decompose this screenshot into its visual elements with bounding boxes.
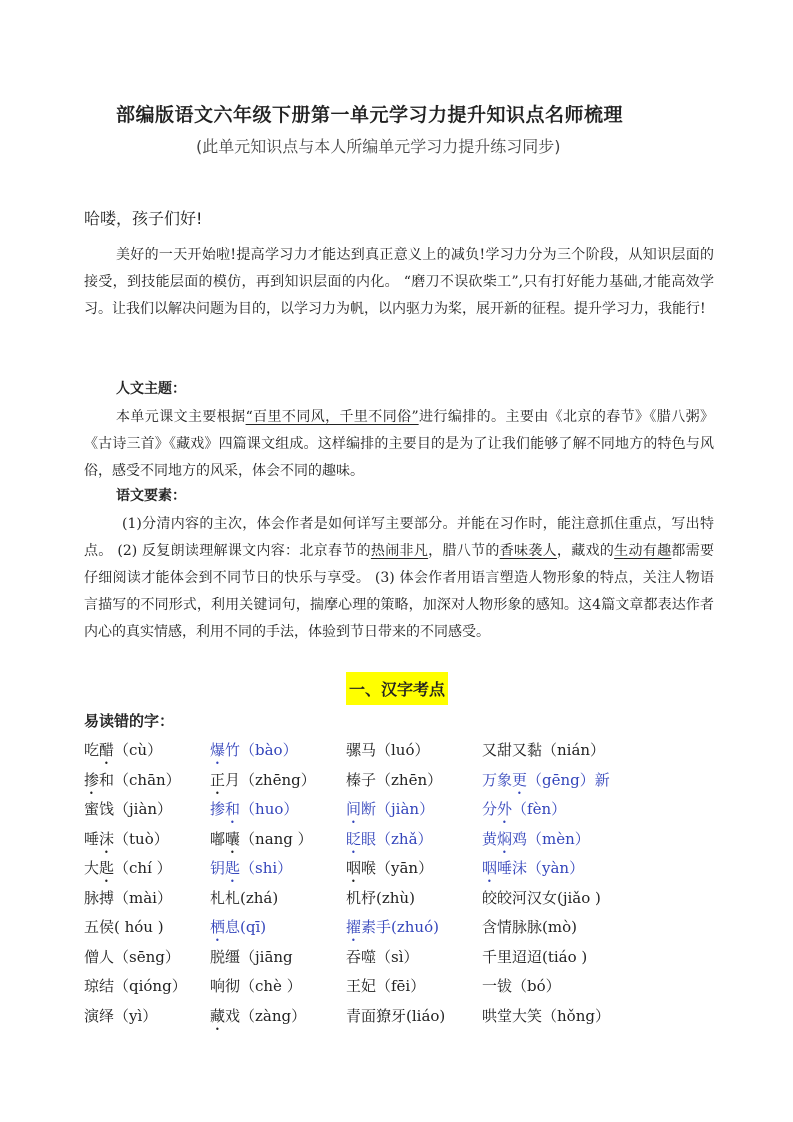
vocab-item-text: 掺 [210, 800, 226, 818]
vocab-item [482, 913, 577, 945]
vocab-item-text: 僧人（sēng） [84, 947, 180, 966]
vocab-item-text: 鸡（mèn） [512, 829, 590, 848]
vocab-row [84, 884, 724, 914]
vocab-row [84, 736, 724, 766]
vocab-item-text: 青面獠牙(liáo) [346, 1006, 446, 1025]
keyword-renao: 热闹非凡 [370, 543, 429, 559]
vocab-item [84, 854, 172, 886]
vocab-item [346, 972, 425, 1004]
vocab-item-text: 响彻（chè ） [210, 977, 302, 995]
vocab-item-text: 嘟 [210, 829, 226, 848]
greeting: 哈喽，孩子们好! [84, 209, 203, 228]
vocab-item-text: 分 [482, 800, 498, 818]
vocab-item [482, 854, 584, 886]
vocab-item-text: 千里迢迢(tiáo ) [482, 947, 588, 966]
vocab-item [84, 766, 181, 798]
vocab-item-key-char: 囔 [225, 829, 241, 848]
vocab-heading: 易读错的字： [84, 712, 175, 730]
vocab-item-text: （huo） [240, 800, 299, 818]
vocab-item-text: 息(qī) [225, 918, 267, 936]
vocab-row [84, 825, 724, 855]
intro-paragraph: 美好的一天开始啦!提高学习力才能达到真正意义上的减负!学习力分为三个阶段，从知识层面的接受，到技能层面的模仿，再到知识层面的内化。 “磨刀不误砍柴工”,只有打好能力基础,才能高效学习。让我们以解决问题为目的，以学习力为帆，以内驱力为桨，展开新的征程。提升学习力，我能行! [84, 247, 714, 317]
vocab-item [482, 1002, 610, 1034]
vocab-item-text: 骡马（luó） [346, 741, 430, 759]
vocab-item-text: 吞噬（sì） [346, 947, 419, 966]
vocab-item-text: 一钹（bó） [482, 977, 561, 995]
vocab-item-text: 断（jiàn） [361, 800, 435, 818]
vocab-row [84, 1002, 724, 1032]
vocab-item-text: 唾沫（yàn） [497, 859, 585, 877]
vocab-item-text: 蜜饯（jiàn） [84, 800, 173, 818]
vocab-item-text: 含情脉脉(mò) [482, 918, 577, 936]
vocab-item [210, 854, 292, 886]
vocab-item [84, 1002, 157, 1034]
yuwen-text-4: 都需要仔细阅读才能体会到不同节日的快乐与享受。 (3) 体会作者用语言塑造人物形象的特点，关注人物语言描写的不同形式，利用关键词句，揣摩心理的策略，加深对人物形象的感知。这4篇文章都表达作者内心的真实情感，利用不同的手法，体验到节日带来的不同感受。 [84, 543, 715, 640]
vocab-item-text: 戏（zàng） [225, 1006, 307, 1025]
vocab-item-text: 五侯( hóu ) [84, 918, 164, 936]
vocab-item-key-char: 爆 [210, 741, 226, 759]
vocab-item-text: 大 [84, 859, 100, 877]
vocab-item-text: 脱缰（jiāng [210, 947, 293, 966]
vocab-item [482, 884, 601, 916]
vocab-item-text: 万象 [482, 770, 513, 789]
vocab-item [84, 972, 187, 1004]
vocab-item [346, 736, 430, 768]
vocab-item [482, 766, 610, 798]
renwen-text-pre: 本单元课文主要根据 [116, 409, 246, 425]
vocab-item-text: 月（zhēng） [225, 770, 316, 789]
vocab-item [210, 736, 298, 768]
vocab-item [482, 972, 561, 1004]
vocab-item [84, 795, 172, 827]
vocab-item-text: （gēng）新 [527, 770, 610, 789]
vocab-item-text: （shi） [240, 859, 293, 877]
vocab-item [84, 943, 180, 975]
renwen-quote: “百里不同风，千里不同俗” [245, 409, 419, 425]
vocab-item [84, 913, 164, 945]
vocab-item [84, 825, 169, 857]
keyword-xiangwei: 香味袭人 [499, 543, 557, 559]
vocab-item-key-char: 咽 [346, 859, 362, 877]
vocab-row [84, 943, 724, 973]
vocab-row [84, 972, 724, 1002]
renwen-paragraph [84, 404, 714, 485]
yuwen-text-3: ，藏戏的 [556, 543, 615, 559]
vocab-item-key-char: 眨 [346, 829, 362, 848]
vocab-item-text: （chí ） [114, 859, 172, 877]
vocab-item-key-char: 更 [512, 770, 528, 789]
vocab-item-text: 皎皎河汉女(jiǎo ) [482, 888, 601, 907]
vocab-grid [84, 736, 724, 1031]
vocab-item-key-char: 擢 [346, 918, 362, 936]
vocab-item [346, 884, 415, 916]
vocab-row [84, 854, 724, 884]
vocab-item-text: 哄 [482, 1006, 498, 1025]
vocab-item [210, 766, 316, 798]
vocab-item-text: 演绎（yì） [84, 1006, 158, 1025]
vocab-item-text: 王妃（fēi） [346, 977, 426, 995]
vocab-item-text: （fèn） [512, 800, 567, 818]
vocab-item-text: （tuò） [114, 829, 169, 848]
vocab-item-text: 脉搏（mài） [84, 888, 172, 907]
vocab-item [346, 943, 419, 975]
vocab-row [84, 795, 724, 825]
vocab-item [346, 854, 433, 886]
vocab-item-text: 竹（bào） [225, 741, 298, 759]
vocab-item-key-char: 栖 [210, 918, 226, 936]
vocab-row [84, 913, 724, 943]
vocab-item-key-char: 掺 [84, 770, 100, 789]
yuwen-paragraph [84, 511, 714, 646]
renwen-text-post: 进行编排的。主要由《北京的春节》《腊八粥》《古诗三首》《藏戏》四篇课文组成。这样编排的主要目的是为了让我们能够了解不同地方的特色与风俗，感受不同地方的风采，体会不同的趣味。 [84, 409, 714, 479]
vocab-item [210, 943, 293, 975]
vocab-item-text: 堂大笑（hǒng） [497, 1006, 610, 1025]
vocab-item [210, 795, 298, 827]
vocab-item-key-char: 咽 [482, 859, 498, 877]
vocab-item-text: 榛子（zhēn） [346, 770, 443, 789]
yuwen-text-1: (1)分清内容的主次，体会作者是如何详写主要部分。并能在习作时，能注意抓住重点，写出特点。 (2) 反复朗读理解课文内容：北京春节的 [84, 516, 714, 559]
vocab-item-key-char: 和 [225, 800, 241, 818]
vocab-item-text: 唾 [84, 829, 100, 848]
vocab-item-text: 琼结（qióng） [84, 977, 187, 995]
vocab-item [210, 825, 313, 857]
vocab-item-text: 札札(zhá) [210, 888, 279, 907]
renwen-heading: 人文主题： [116, 381, 186, 397]
yuwen-heading: 语文要素： [116, 488, 186, 504]
vocab-item [210, 884, 278, 916]
vocab-item-text: 黄 [482, 829, 498, 848]
page-subtitle: (此单元知识点与本人所编单元学习力提升练习同步) [196, 137, 561, 156]
vocab-item-text: 吃 [84, 741, 100, 759]
vocab-item [346, 795, 434, 827]
vocab-item [210, 972, 302, 1004]
page-title: 部编版语文六年级下册第一单元学习力提升知识点名师梳理 [116, 104, 624, 126]
section-title-hanzi: 一、汉字考点 [346, 672, 448, 705]
vocab-item-key-char: 藏 [210, 1006, 226, 1025]
vocab-item-text: （nang ） [240, 829, 313, 848]
vocab-item [210, 913, 266, 945]
vocab-item-key-char: 匙 [225, 859, 241, 877]
vocab-row [84, 766, 724, 796]
vocab-item [210, 1002, 306, 1034]
yuwen-text-2: ，腊八节的 [428, 543, 500, 559]
vocab-item [482, 795, 566, 827]
vocab-item-text: 和（chān） [99, 770, 181, 789]
vocab-item [482, 736, 605, 768]
vocab-item-text: 又甜又黏（nián） [482, 741, 606, 759]
vocab-item [482, 943, 587, 975]
vocab-item [346, 825, 433, 857]
vocab-item-key-char: 沫 [99, 829, 115, 848]
vocab-item-text: （cù） [114, 741, 163, 759]
vocab-item-key-char: 焖 [497, 829, 513, 848]
vocab-item-key-char: 醋 [99, 741, 115, 759]
vocab-item-text: 钥 [210, 859, 226, 877]
vocab-item-text: 机杼(zhù) [346, 888, 415, 907]
vocab-item-text: 喉（yān） [361, 859, 434, 877]
vocab-item-key-char: 外 [497, 800, 513, 818]
vocab-item [346, 766, 442, 798]
vocab-item [84, 884, 172, 916]
vocab-item [482, 825, 590, 857]
vocab-item [346, 1002, 445, 1034]
vocab-item [84, 736, 162, 768]
vocab-item-text: 素手(zhuó) [361, 918, 439, 936]
vocab-item-key-char: 间 [346, 800, 362, 818]
vocab-item-key-char: 正 [210, 770, 226, 789]
vocab-item-text: 眼（zhǎ） [361, 829, 433, 848]
keyword-shengdong: 生动有趣 [614, 543, 672, 559]
vocab-item [346, 913, 439, 945]
vocab-item-key-char: 匙 [99, 859, 115, 877]
